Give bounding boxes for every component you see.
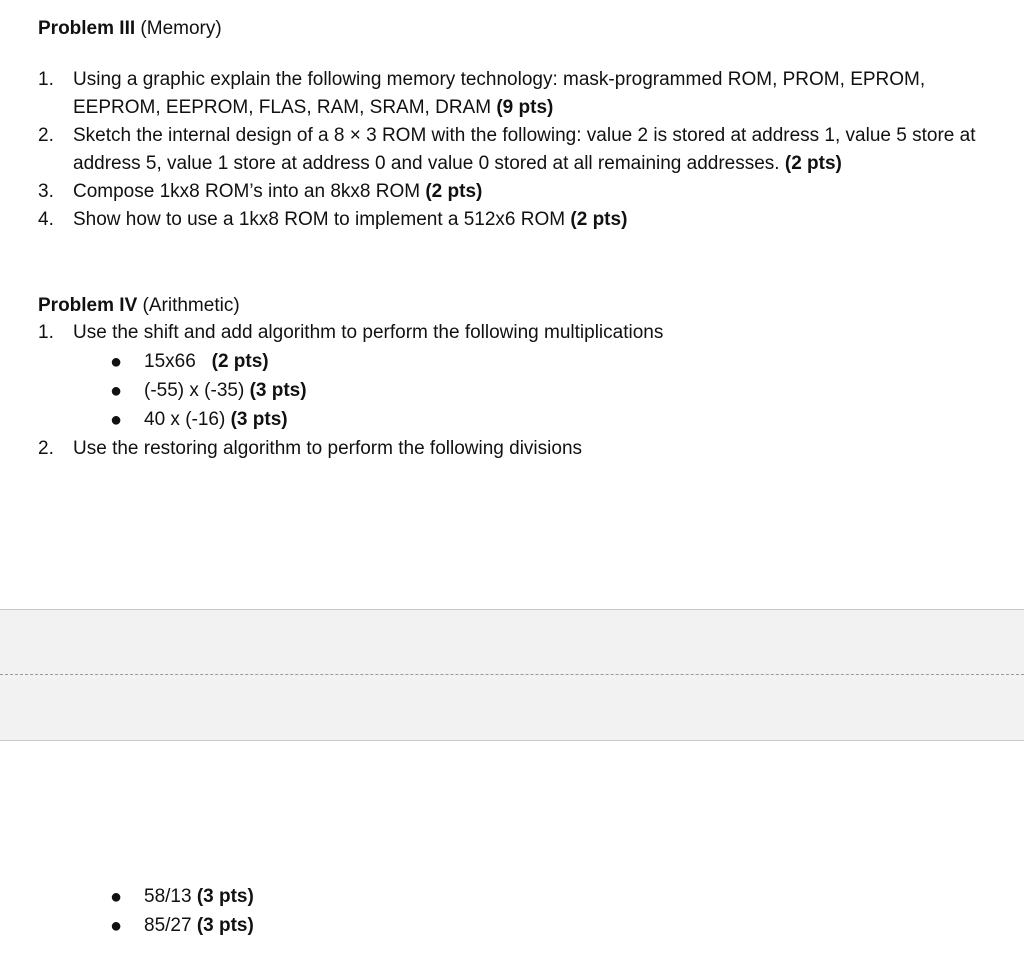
- item-points: (2 pts): [784, 153, 842, 174]
- item-points: (9 pts): [496, 97, 554, 118]
- item-number: 3.: [38, 181, 54, 202]
- problem-4-item-1: [38, 319, 978, 347]
- item-points: (2 pts): [211, 351, 269, 372]
- problem-3-item-2: [38, 122, 978, 178]
- division-expression: 58/13: [144, 886, 192, 907]
- division-item: [110, 883, 254, 911]
- multiplication-item: [110, 377, 307, 405]
- item-number: 1.: [38, 322, 54, 343]
- problem-3-item-4: [38, 206, 978, 234]
- page-break-divider: [0, 674, 1024, 675]
- multiplication-expression: 40 x (-16): [144, 409, 226, 430]
- item-points: (3 pts): [196, 886, 254, 907]
- item-text: Show how to use a 1kx8 ROM to implement a 512x6 ROM: [73, 209, 566, 230]
- item-text: Sketch the internal design of a 8 × 3 ROM with the following: value 2 is stored at address 1, value 5 store at address 5, value 1 store at address 0 and value 0 stored at all remaining addresses.: [73, 125, 976, 174]
- page-break-band: [0, 609, 1024, 741]
- item-points: (3 pts): [230, 409, 288, 430]
- item-points: (2 pts): [425, 181, 483, 202]
- division-expression: 85/27: [144, 915, 192, 936]
- item-text: Using a graphic explain the following memory technology: mask-programmed ROM, PROM, EPROM, EEPROM, EEPROM, FLAS, RAM, SRAM, DRAM: [73, 69, 926, 118]
- bullet-icon: ●: [110, 380, 123, 402]
- item-points: (2 pts): [570, 209, 628, 230]
- item-text: Compose 1kx8 ROM’s into an 8kx8 ROM: [73, 181, 421, 202]
- problem-3-heading: [38, 15, 222, 43]
- problem-3-subtitle: (Memory): [140, 18, 222, 39]
- bullet-icon: ●: [110, 409, 123, 431]
- bullet-icon: ●: [110, 915, 123, 937]
- multiplication-item: [110, 348, 269, 376]
- item-points: (3 pts): [196, 915, 254, 936]
- division-item: [110, 912, 254, 940]
- problem-4-heading: [38, 292, 240, 320]
- problem-4-subtitle: (Arithmetic): [142, 295, 240, 316]
- multiplication-expression: 15x66: [144, 351, 196, 372]
- multiplication-expression: (-55) x (-35): [144, 380, 245, 401]
- item-text: Use the restoring algorithm to perform the following divisions: [73, 438, 583, 459]
- problem-3-item-3: [38, 178, 978, 206]
- problem-4-item-2: [38, 435, 978, 463]
- problem-4-title: Problem IV: [38, 295, 138, 316]
- problem-3-item-1: [38, 66, 978, 122]
- item-text: Use the shift and add algorithm to perform the following multiplications: [73, 322, 664, 343]
- item-number: 1.: [38, 69, 54, 90]
- bullet-icon: ●: [110, 351, 123, 373]
- multiplication-item: [110, 406, 288, 434]
- problem-3-title: Problem III: [38, 18, 136, 39]
- item-number: 2.: [38, 125, 54, 146]
- item-number: 4.: [38, 209, 54, 230]
- item-points: (3 pts): [249, 380, 307, 401]
- bullet-icon: ●: [110, 886, 123, 908]
- item-number: 2.: [38, 438, 54, 459]
